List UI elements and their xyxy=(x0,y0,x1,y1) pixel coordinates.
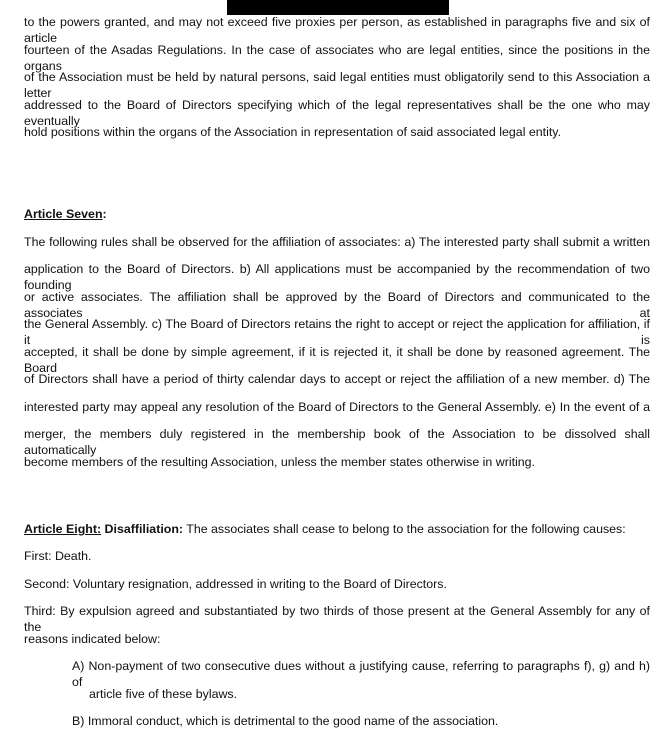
redaction-bar xyxy=(227,0,449,15)
article-seven-line: or active associates. The affiliation shall be approved by the Board of Directors and communicated to the associates at xyxy=(24,290,650,320)
paragraph-line: hold positions within the organs of the Association in representation of said associated legal entity. xyxy=(24,125,562,139)
article-seven-line: merger, the members duly registered in the membership book of the Association to be dissolved shall automatically xyxy=(24,427,650,457)
article-seven-colon: : xyxy=(102,207,107,221)
paragraph-line: of the Association must be held by natural persons, said legal entities must obligatorily send to this Association a letter xyxy=(24,70,650,100)
article-eight-intro: The associates shall cease to belong to the association for the following causes: xyxy=(183,522,626,536)
paragraph-line: fourteen of the Asadas Regulations. In the case of associates who are legal entities, since the positions in the organs xyxy=(24,43,650,73)
reason-a-line: A) Non-payment of two consecutive dues without a justifying cause, referring to paragraphs f), g) and h) of xyxy=(72,659,650,689)
article-seven-line: become members of the resulting Association, unless the member states otherwise in writing. xyxy=(24,455,536,469)
cause-first: First: Death. xyxy=(24,549,92,563)
article-seven-line: The following rules shall be observed for the affiliation of associates: a) The interested party shall submit a written xyxy=(24,235,650,249)
article-seven-heading: Article Seven xyxy=(24,207,103,221)
article-seven-line: the General Assembly. c) The Board of Directors retains the right to accept or reject the application for affiliation, if it is xyxy=(24,317,650,347)
article-seven-line: accepted, it shall be done by simple agreement, if it is rejected it, it shall be done by reasoned agreement. The Board xyxy=(24,345,650,375)
paragraph-line: to the powers granted, and may not exceed five proxies per person, as established in paragraphs five and six of article xyxy=(24,15,650,45)
paragraph-line: addressed to the Board of Directors specifying which of the legal representatives shall be the one who may eventually xyxy=(24,98,650,128)
article-seven-heading-line xyxy=(24,206,650,222)
cause-second: Second: Voluntary resignation, addressed in writing to the Board of Directors. xyxy=(24,577,447,591)
reason-b: B) Immoral conduct, which is detrimental to the good name of the association. xyxy=(72,714,499,728)
article-seven-line: application to the Board of Directors. b) All applications must be accompanied by the recommendation of two founding xyxy=(24,262,650,292)
article-seven-line: of Directors shall have a period of thirty calendar days to accept or reject the affiliation of a new member. d) The xyxy=(24,372,650,386)
cause-third-line: Third: By expulsion agreed and substantiated by two thirds of those present at the General Assembly for any of the xyxy=(24,604,650,634)
article-eight-subheading: Disaffiliation: xyxy=(101,522,184,536)
article-eight-heading-line xyxy=(24,521,650,537)
cause-third-line: reasons indicated below: xyxy=(24,632,161,646)
reason-a-line: article five of these bylaws. xyxy=(89,687,238,701)
article-eight-heading: Article Eight: xyxy=(24,522,102,536)
article-seven-line: interested party may appeal any resolution of the Board of Directors to the General Assembly. e) In the event of a xyxy=(24,400,650,414)
